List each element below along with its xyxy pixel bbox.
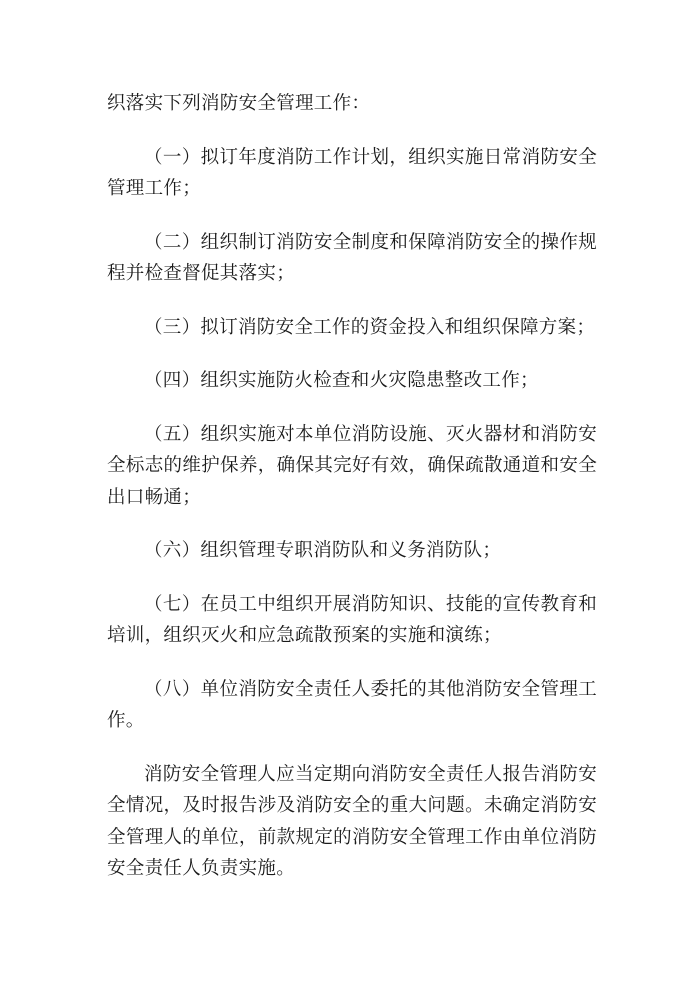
list-item-8: （八）单位消防安全责任人委托的其他消防安全管理工作。 — [107, 678, 597, 731]
intro-line: 织落实下列消防安全管理工作： — [107, 93, 371, 114]
list-item-7: （七）在员工中组织开展消防知识、技能的宣传教育和培训，组织灭火和应急疏散预案的实施和演练； — [107, 593, 597, 646]
list-item-1: （一）拟订年度消防工作计划，组织实施日常消防安全管理工作； — [107, 146, 597, 199]
list-item-6: （六）组织管理专职消防队和义务消防队； — [144, 540, 502, 561]
closing-paragraph: 消防安全管理人应当定期向消防安全责任人报告消防安全情况，及时报告涉及消防安全的重大问题。未确定消防安全管理人的单位，前款规定的消防安全管理工作由单位消防安全责任人负责实施。 — [107, 763, 597, 879]
list-item-3: （三）拟订消防安全工作的资金投入和组织保障方案； — [144, 316, 596, 338]
list-item-4: （四）组织实施防火检查和火灾隐患整改工作； — [144, 370, 539, 391]
list-item-5: （五）组织实施对本单位消防设施、灭火器材和消防安全标志的维护保养，确保其完好有效，确保疏散通道和安全出口畅通； — [107, 423, 597, 508]
document-body — [107, 88, 597, 885]
list-item-2: （二）组织制订消防安全制度和保障消防安全的操作规程并检查督促其落实； — [107, 231, 597, 284]
